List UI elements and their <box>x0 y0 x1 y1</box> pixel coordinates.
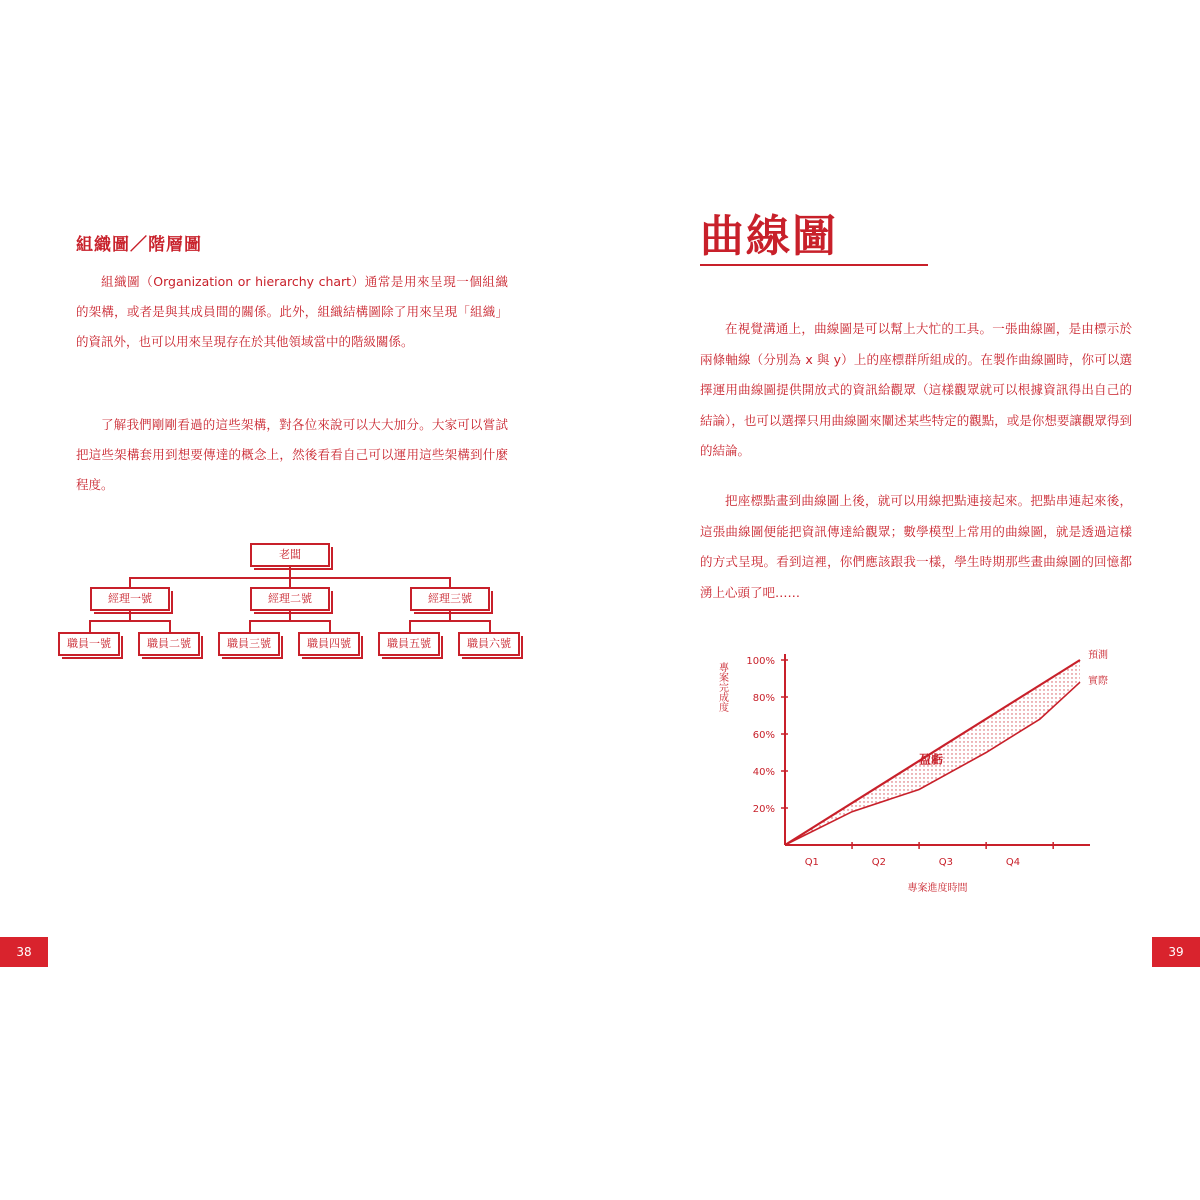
org-chart <box>50 535 530 670</box>
page-number: 39 <box>1152 937 1200 967</box>
paragraph-2: 把座標點畫到曲線圖上後，就可以用線把點連接起來。把點串連起來後，這張曲線圖便能把資訊傳達給觀眾；數學模型上常用的曲線圖，就是透過這樣的方式呈現。看到這裡，你們應該跟我一樣，學生時期那些畫曲線圖的回憶都湧上心頭了吧…… <box>700 493 1132 600</box>
org-box-manager-1: 經理一號 <box>90 587 170 611</box>
org-box-manager-2: 經理二號 <box>250 587 330 611</box>
x-axis-label: 專案進度時間 <box>907 883 968 894</box>
connector <box>409 620 491 622</box>
x-tick-label: Q2 <box>871 857 886 868</box>
connector <box>129 577 131 587</box>
chapter-title: 曲線圖 <box>700 211 838 262</box>
y-tick-label: 20% <box>752 804 775 815</box>
paragraph-1: 組織圖（Organization or hierarchy chart）通常是用來呈現一個組織的架構，或者是與其成員間的關係。此外，組織結構圖除了用來呈現「組織」的資訊外，也可以用來呈現存在於其他領域當中的階級關係。 <box>76 274 508 349</box>
connector <box>89 620 91 632</box>
x-tick-label: Q1 <box>804 857 819 868</box>
paragraph-1: 在視覺溝通上，曲線圖是可以幫上大忙的工具。一張曲線圖，是由標示於兩條軸線（分別為 x 與 y）上的座標群所組成的。在製作曲線圖時，你可以選擇運用曲線圖提供開放式的資訊給觀眾（這樣觀眾就可以根據資訊得出自己的結論），也可以選擇只用曲線圖來闡述某些特定的觀點，或是你想要讓觀眾得到的結論。 <box>700 321 1132 458</box>
x-tick-label: Q4 <box>1005 857 1021 868</box>
y-axis-label: 專案完成度 <box>716 662 728 712</box>
page-number: 38 <box>0 937 48 967</box>
org-box-staff-4: 職員四號 <box>298 632 360 656</box>
title-underline <box>700 264 928 266</box>
chart-annotation: 盈虧 <box>919 752 944 767</box>
series-label-1: 預測 <box>1088 650 1108 661</box>
y-tick-label: 100% <box>746 656 775 667</box>
org-box-boss: 老闆 <box>250 543 330 567</box>
connector <box>409 620 411 632</box>
org-box-staff-2: 職員二號 <box>138 632 200 656</box>
connector <box>249 620 251 632</box>
connector <box>329 620 331 632</box>
y-tick-label: 80% <box>752 693 775 704</box>
series-label-2: 實際 <box>1088 676 1108 688</box>
org-box-staff-1: 職員一號 <box>58 632 120 656</box>
line-chart <box>710 640 1110 900</box>
org-box-manager-3: 經理三號 <box>410 587 490 611</box>
y-tick-label: 40% <box>752 767 775 778</box>
connector <box>89 620 171 622</box>
paragraph-2: 了解我們剛剛看過的這些架構，對各位來說可以大大加分。大家可以嘗試把這些架構套用到想要傳達的概念上，然後看看自己可以運用這些架構到什麼程度。 <box>76 417 508 492</box>
org-box-staff-6: 職員六號 <box>458 632 520 656</box>
org-box-staff-5: 職員五號 <box>378 632 440 656</box>
x-tick-label: Q3 <box>938 857 954 868</box>
connector <box>449 577 451 587</box>
connector <box>489 620 491 632</box>
connector <box>289 577 291 587</box>
connector <box>169 620 171 632</box>
right-page <box>600 0 1200 1200</box>
section-title: 組織圖／階層圖 <box>76 235 202 255</box>
org-box-staff-3: 職員三號 <box>218 632 280 656</box>
y-tick-label: 60% <box>752 730 775 741</box>
connector <box>249 620 331 622</box>
